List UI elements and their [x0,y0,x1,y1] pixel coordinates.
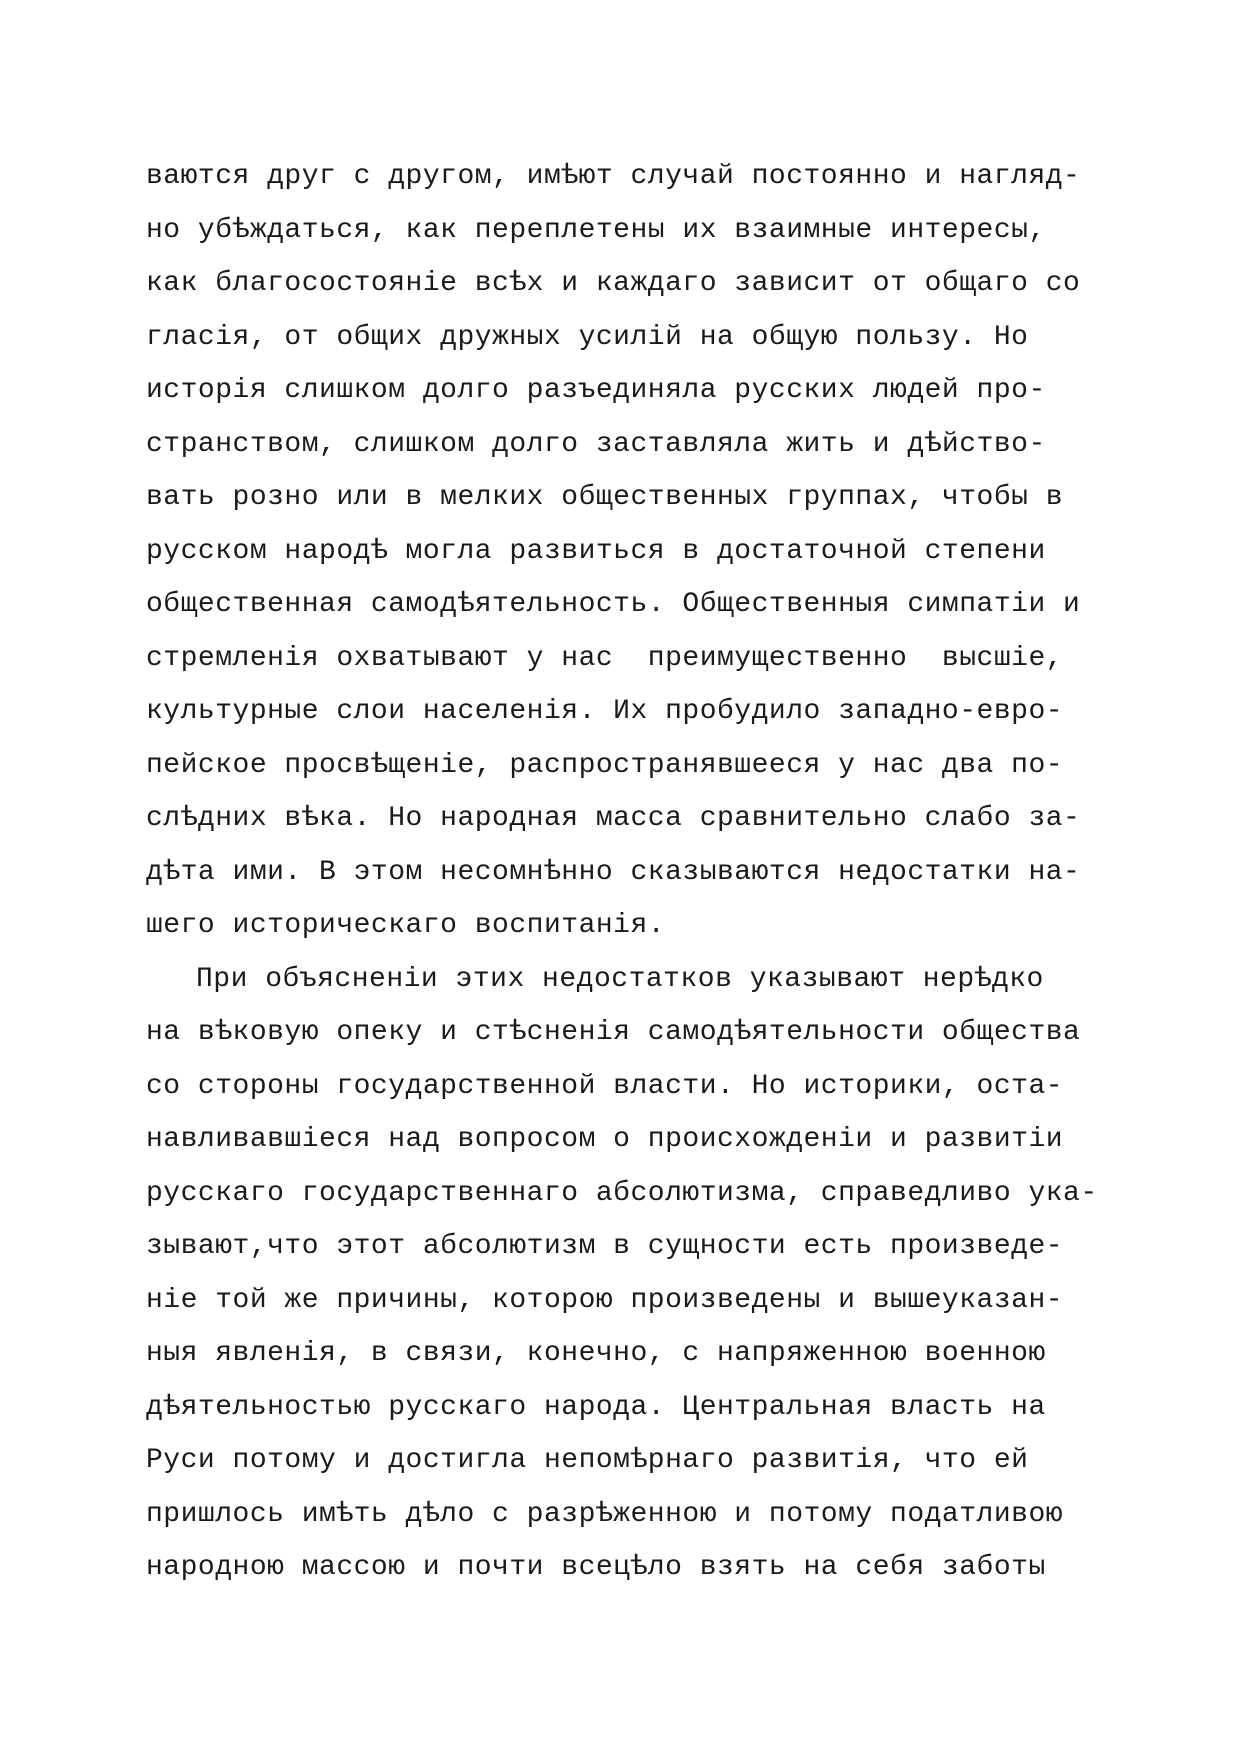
text-line: странством, слишком долго заставляла жить и дѣйство- [146,428,1046,460]
text-line: ваются друг с другом, имѣют случай постоянно и нагляд- [146,161,1081,192]
text-line: нiе той же причины, которою произведены и вышеуказан- [146,1284,1064,1316]
text-line: как благосостоянiе всѣх и каждаго зависит от общаго со [146,268,1081,299]
text-line: пришлось имѣть дѣло с разрѣженною и потому податливою [146,1498,1064,1530]
text-line: Руси потому и достигла непомѣрнаго развитiя, что ей [146,1445,1029,1476]
text-line: русском народѣ могла развиться в достаточной степени [146,535,1046,567]
text-line: культурные слои населенiя. Их пробудило западно-евро- [146,696,1064,727]
text-line: дѣятельностью русскаго народа. Центральная власть на [146,1391,1046,1423]
text-line: вать розно или в мелких общественных группах, чтобы в [146,482,1064,513]
text-line: народною массою и почти всецѣло взять на себя заботы [146,1552,1046,1583]
text-line: русскаго государственнаго абсолютизма, справедливо ука- [146,1177,1098,1209]
text-line: общественная самодѣятельность. Общественныя симпатiи и [146,589,1081,620]
text-line: но убѣждаться, как переплетены их взаимные интересы, [146,214,1046,246]
text-line: исторiя слишком долго разъединяла русских людей про- [146,375,1046,406]
text-line: навливавшiеся над вопросом о происхожденiи и развитiи [146,1124,1064,1155]
text-line: на вѣковую опеку и стѣсненiя самодѣятельности общества [146,1017,1081,1048]
body-text [146,150,1106,1595]
text-line: слѣдних вѣка. Но народная масса сравнительно слабо за- [146,803,1081,834]
text-line: стремленiя охватывают у нас преимущественно высшiе, [146,642,1064,674]
text-line: со стороны государственной власти. Но историки, оста- [146,1070,1064,1102]
text-line: пейское просвѣщенiе, распространявшееся у нас два по- [146,749,1064,781]
text-line: гласiя, от общих дружных усилiй на общую пользу. Но [146,321,1029,353]
text-line: ныя явленiя, в связи, конечно, с напряженною военною [146,1338,1046,1369]
paragraph-first-line: При объясненiи этих недостатков указывают нерѣдко [196,963,1044,995]
text-line: дѣта ими. В этом несомнѣнно сказываются недостатки на- [146,856,1081,888]
text-line: зывают,что этот абсолютизм в сущности есть произведе- [146,1231,1064,1262]
text-line: шего историческаго воспитанiя. [146,910,666,941]
